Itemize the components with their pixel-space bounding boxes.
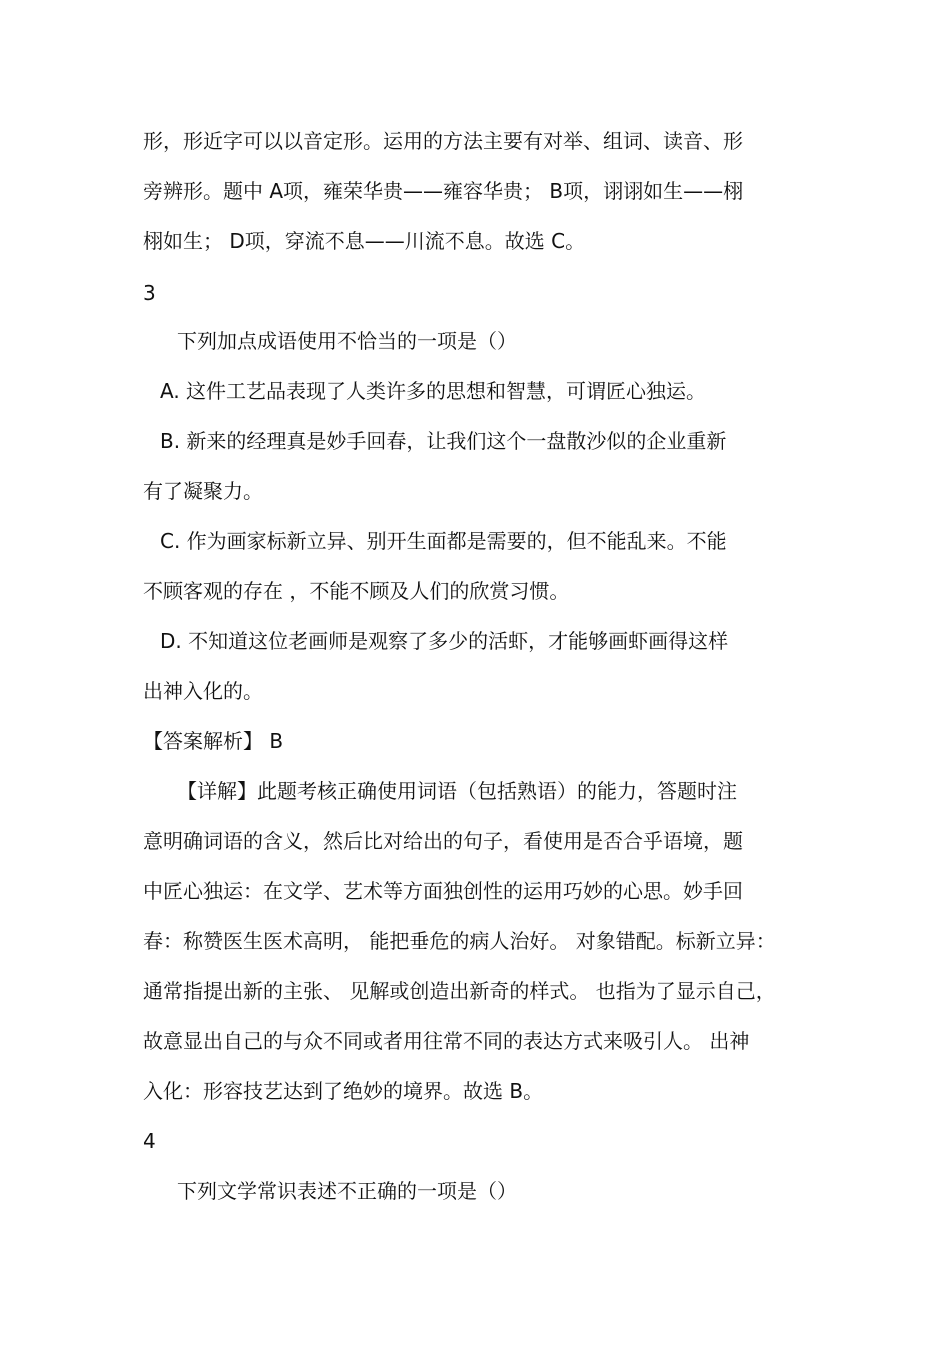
option-c-continued: 不顾客观的存在 ，不能不顾及人们的欣赏习惯。 — [143, 579, 570, 603]
question-stem: 下列文学常识表述不正确的一项是（） — [177, 1179, 517, 1203]
explanation-line: 中匠心独运：在文学、艺术等方面独创性的运用巧妙的心思。妙手回 — [143, 879, 743, 903]
explanation-line: 意明确词语的含义，然后比对给出的句子，看使用是否合乎语境，题 — [143, 829, 743, 853]
explanation-line: 通常指提出新的主张、 见解或创造出新奇的样式。 也指为了显示自己， — [143, 979, 776, 1003]
paragraph-line: 形，形近字可以以音定形。运用的方法主要有对举、组词、读音、形 — [143, 129, 743, 153]
option-b-continued: 有了凝聚力。 — [143, 479, 263, 503]
question-number: 3 — [143, 281, 156, 305]
paragraph-line: 旁辨形。题中 A项，雍荣华贵——雍容华贵； B项，诩诩如生——栩 — [143, 179, 744, 203]
option-d: D. 不知道这位老画师是观察了多少的活虾，才能够画虾画得这样 — [160, 629, 729, 653]
explanation-line: 【详解】此题考核正确使用词语（包括熟语）的能力，答题时注 — [177, 779, 737, 803]
option-c: C. 作为画家标新立异、别开生面都是需要的，但不能乱来。不能 — [160, 529, 727, 553]
question-stem: 下列加点成语使用不恰当的一项是（） — [177, 329, 517, 353]
option-d-continued: 出神入化的。 — [143, 679, 263, 703]
explanation-line: 故意显出自己的与众不同或者用往常不同的表达方式来吸引人。 出神 — [143, 1029, 750, 1053]
explanation-line: 入化：形容技艺达到了绝妙的境界。故选 B。 — [143, 1079, 544, 1103]
option-b: B. 新来的经理真是妙手回春，让我们这个一盘散沙似的企业重新 — [160, 429, 727, 453]
explanation-line: 春：称赞医生医术高明， 能把垂危的病人治好。 对象错配。标新立异： — [143, 929, 776, 953]
paragraph-line: 栩如生； D项，穿流不息——川流不息。故选 C。 — [143, 229, 586, 253]
option-a: A. 这件工艺品表现了人类许多的思想和智慧，可谓匠心独运。 — [160, 379, 707, 403]
answer-label: 【答案解析】 B — [143, 729, 284, 753]
question-number: 4 — [143, 1129, 156, 1153]
